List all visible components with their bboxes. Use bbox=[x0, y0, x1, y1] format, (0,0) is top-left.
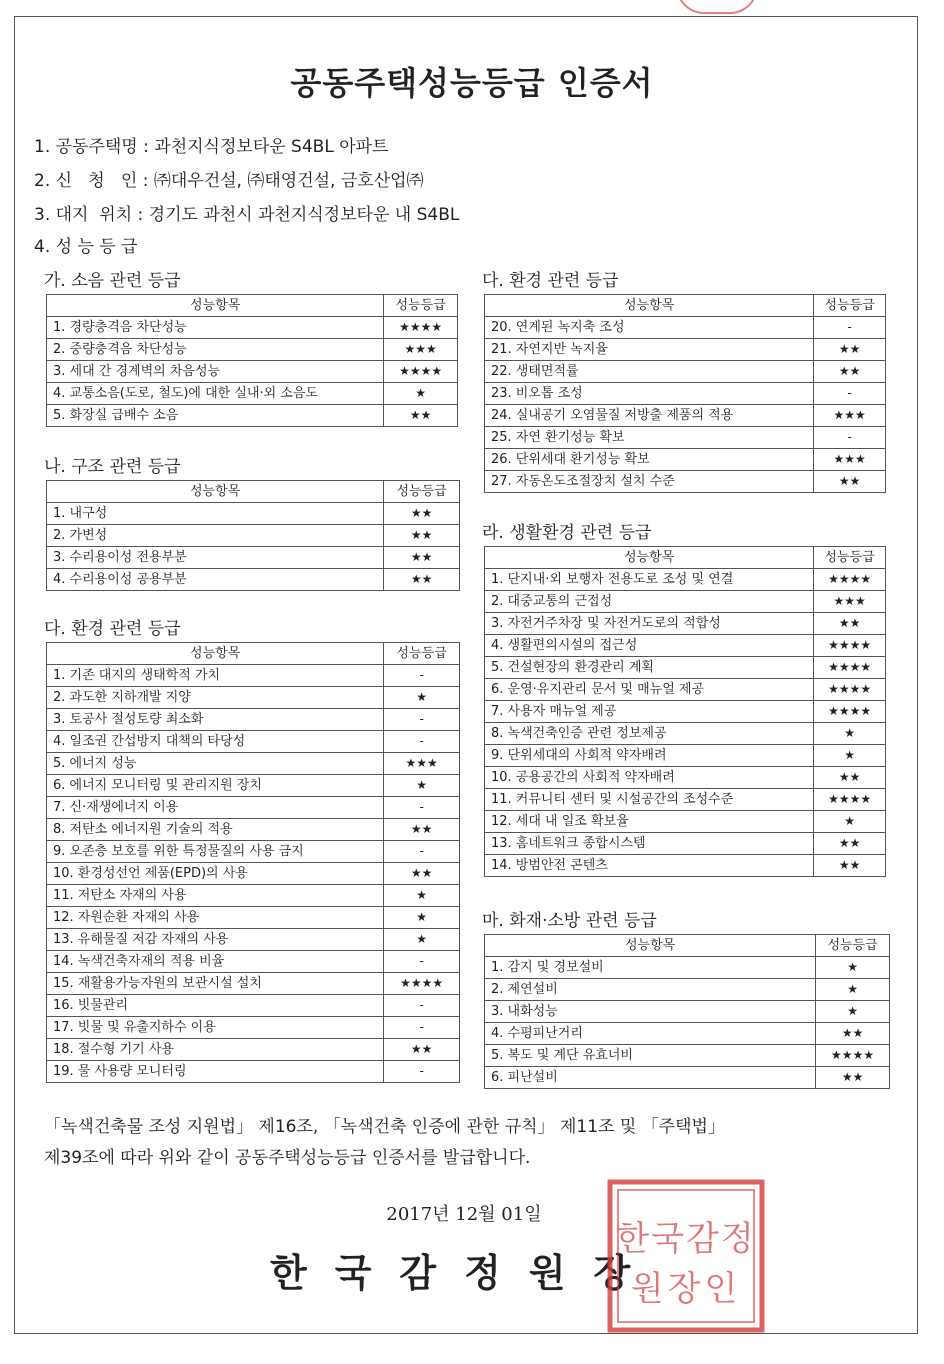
issue-date-text: 2017년 12월 01일 bbox=[386, 1204, 542, 1225]
item-cell: 2. 대중교통의 근접성 bbox=[485, 591, 814, 613]
item-cell: 20. 연계된 녹지축 조성 bbox=[485, 317, 814, 339]
issue-date bbox=[0, 1200, 944, 1226]
grade-cell: ★★★★ bbox=[814, 657, 886, 679]
grade-cell: ★★★ bbox=[384, 753, 460, 775]
table-row bbox=[47, 687, 460, 709]
section-title-noise: 가. 소음 관련 등급 bbox=[44, 271, 181, 291]
grade-cell: - bbox=[814, 383, 886, 405]
table-row bbox=[485, 1067, 890, 1089]
item-cell: 9. 오존층 보호를 위한 특정물질의 사용 금지 bbox=[47, 841, 384, 863]
table-row bbox=[47, 1061, 460, 1083]
item-cell: 21. 자연지반 녹지율 bbox=[485, 339, 814, 361]
table-row bbox=[47, 929, 460, 951]
item-cell: 26. 단위세대 환기성능 확보 bbox=[485, 449, 814, 471]
official-seal bbox=[604, 1176, 768, 1336]
grade-cell: ★★ bbox=[814, 855, 886, 877]
grade-cell: ★★ bbox=[814, 339, 886, 361]
grade-cell: - bbox=[384, 951, 460, 973]
header-item: 성능항목 bbox=[47, 295, 384, 317]
item-cell: 14. 녹색건축자재의 적용 비율 bbox=[47, 951, 384, 973]
table-row bbox=[485, 657, 886, 679]
item-cell: 24. 실내공기 오염물질 저방출 제품의 적용 bbox=[485, 405, 814, 427]
item-cell: 8. 저탄소 에너지원 기술의 적용 bbox=[47, 819, 384, 841]
table-row bbox=[47, 1039, 460, 1061]
table-row bbox=[47, 995, 460, 1017]
grade-cell: ★ bbox=[816, 979, 890, 1001]
grade-cell: - bbox=[384, 731, 460, 753]
table-env-2 bbox=[484, 294, 886, 493]
item-cell: 5. 에너지 성능 bbox=[47, 753, 384, 775]
table-row bbox=[485, 855, 886, 877]
table-row bbox=[485, 723, 886, 745]
table-row bbox=[485, 745, 886, 767]
grade-cell: ★ bbox=[384, 383, 458, 405]
info-label: 3. 대지 위치 : bbox=[34, 205, 149, 225]
item-cell: 1. 경량충격음 차단성능 bbox=[47, 317, 384, 339]
table-fire bbox=[484, 934, 890, 1089]
table-row bbox=[47, 525, 460, 547]
item-cell: 5. 복도 및 계단 유효너비 bbox=[485, 1045, 816, 1067]
grade-cell: - bbox=[384, 709, 460, 731]
grade-cell: ★★★ bbox=[814, 449, 886, 471]
grade-cell: ★★★ bbox=[814, 405, 886, 427]
item-cell: 11. 커뮤니티 센터 및 시설공간의 조성수준 bbox=[485, 789, 814, 811]
table-row bbox=[47, 709, 460, 731]
section-title-structure: 나. 구조 관련 등급 bbox=[44, 457, 181, 477]
item-cell: 1. 감지 및 경보설비 bbox=[485, 957, 816, 979]
grade-cell: ★★★★ bbox=[814, 635, 886, 657]
table-row bbox=[485, 613, 886, 635]
info-site bbox=[34, 200, 459, 225]
table-row bbox=[485, 317, 886, 339]
item-cell: 2. 중량충격음 차단성능 bbox=[47, 339, 384, 361]
grade-cell: - bbox=[384, 841, 460, 863]
table-row bbox=[47, 973, 460, 995]
table-row bbox=[485, 789, 886, 811]
grade-cell: ★ bbox=[816, 957, 890, 979]
grade-cell: - bbox=[384, 665, 460, 687]
issuer-name: 한국감정원장 bbox=[270, 1250, 659, 1295]
table-row bbox=[485, 427, 886, 449]
header-item: 성능항목 bbox=[485, 547, 814, 569]
certificate-title: 공동주택성능등급 인증서 bbox=[290, 64, 654, 102]
grade-cell: - bbox=[384, 1017, 460, 1039]
grade-cell: ★★ bbox=[816, 1023, 890, 1045]
item-cell: 2. 제연설비 bbox=[485, 979, 816, 1001]
table-row bbox=[485, 471, 886, 493]
table-header-row bbox=[485, 935, 890, 957]
section-title-env-2: 다. 환경 관련 등급 bbox=[482, 271, 619, 291]
item-cell: 11. 저탄소 자재의 사용 bbox=[47, 885, 384, 907]
grade-cell: - bbox=[384, 1061, 460, 1083]
grade-cell: ★ bbox=[816, 1001, 890, 1023]
item-cell: 7. 사용자 매뉴얼 제공 bbox=[485, 701, 814, 723]
item-cell: 6. 에너지 모니터링 및 관리지원 장치 bbox=[47, 775, 384, 797]
table-header-row bbox=[485, 547, 886, 569]
item-cell: 12. 세대 내 일조 확보율 bbox=[485, 811, 814, 833]
info-value: ㈜대우건설, ㈜태영건설, 금호산업㈜ bbox=[153, 171, 424, 191]
table-row bbox=[47, 547, 460, 569]
header-grade: 성능등급 bbox=[384, 481, 460, 503]
table-row bbox=[485, 811, 886, 833]
grade-cell: ★ bbox=[384, 885, 460, 907]
table-structure bbox=[46, 480, 460, 591]
grade-cell: ★★ bbox=[814, 471, 886, 493]
grade-cell: ★★ bbox=[814, 361, 886, 383]
grade-cell: ★★ bbox=[814, 767, 886, 789]
table-row bbox=[47, 339, 458, 361]
header-item: 성능항목 bbox=[47, 481, 384, 503]
grade-cell: ★ bbox=[814, 723, 886, 745]
table-row bbox=[485, 679, 886, 701]
grade-cell: - bbox=[384, 995, 460, 1017]
table-row bbox=[485, 1045, 890, 1067]
item-cell: 18. 절수형 기기 사용 bbox=[47, 1039, 384, 1061]
item-cell: 14. 방범안전 콘텐츠 bbox=[485, 855, 814, 877]
table-row bbox=[47, 383, 458, 405]
legal-statement bbox=[44, 1112, 904, 1174]
grade-cell: ★★★★ bbox=[384, 973, 460, 995]
table-row bbox=[47, 819, 460, 841]
table-row bbox=[485, 635, 886, 657]
item-cell: 19. 물 사용량 모니터링 bbox=[47, 1061, 384, 1083]
info-value: 경기도 과천시 과천지식정보타운 내 S4BL bbox=[148, 205, 460, 225]
grade-cell: ★ bbox=[384, 929, 460, 951]
item-cell: 3. 수리용이성 전용부분 bbox=[47, 547, 384, 569]
legal-statement-line-2: 제39조에 따라 위와 같이 공동주택성능등급 인증서를 발급합니다. bbox=[44, 1148, 531, 1168]
section-title-living: 라. 생활환경 관련 등급 bbox=[482, 523, 652, 543]
table-row bbox=[485, 957, 890, 979]
item-cell: 3. 자전거주차장 및 자전거도로의 적합성 bbox=[485, 613, 814, 635]
grade-cell: ★★★★ bbox=[384, 361, 458, 383]
item-cell: 6. 운영·유지관리 문서 및 매뉴얼 제공 bbox=[485, 679, 814, 701]
header-grade: 성능등급 bbox=[816, 935, 890, 957]
table-row bbox=[47, 841, 460, 863]
table-row bbox=[485, 979, 890, 1001]
item-cell: 6. 피난설비 bbox=[485, 1067, 816, 1089]
item-cell: 3. 세대 간 경계벽의 차음성능 bbox=[47, 361, 384, 383]
grade-cell: ★ bbox=[814, 745, 886, 767]
grade-cell: ★★ bbox=[814, 613, 886, 635]
grade-cell: ★★★★ bbox=[814, 701, 886, 723]
table-header-row bbox=[47, 295, 458, 317]
item-cell: 22. 생태면적률 bbox=[485, 361, 814, 383]
section-title-env-1: 다. 환경 관련 등급 bbox=[44, 619, 181, 639]
table-row bbox=[47, 753, 460, 775]
table-row bbox=[485, 569, 886, 591]
legal-statement-line-1: 「녹색건축물 조성 지원법」 제16조, 「녹색건축 인증에 관한 규칙」 제11조 및 「주택법」 bbox=[44, 1117, 725, 1137]
grade-cell: ★★ bbox=[384, 503, 460, 525]
svg-text:원장인: 원장인 bbox=[630, 1269, 742, 1309]
grade-cell: ★★ bbox=[814, 833, 886, 855]
table-row bbox=[485, 767, 886, 789]
table-row bbox=[485, 591, 886, 613]
svg-text:한국감정: 한국감정 bbox=[616, 1219, 756, 1259]
table-row bbox=[47, 1017, 460, 1039]
grade-cell: ★★ bbox=[384, 819, 460, 841]
item-cell: 13. 홈네트워크 종합시스템 bbox=[485, 833, 814, 855]
info-grade-heading: 4. 성 능 등 급 bbox=[34, 237, 138, 257]
grade-cell: ★★ bbox=[816, 1067, 890, 1089]
item-cell: 5. 화장실 급배수 소음 bbox=[47, 405, 384, 427]
item-cell: 3. 토공사 절성토량 최소화 bbox=[47, 709, 384, 731]
table-row bbox=[485, 1023, 890, 1045]
item-cell: 1. 내구성 bbox=[47, 503, 384, 525]
item-cell: 1. 단지내·외 보행자 전용도로 조성 및 연결 bbox=[485, 569, 814, 591]
table-row bbox=[47, 907, 460, 929]
grade-cell: - bbox=[384, 797, 460, 819]
item-cell: 16. 빗물관리 bbox=[47, 995, 384, 1017]
item-cell: 9. 단위세대의 사회적 약자배려 bbox=[485, 745, 814, 767]
table-row bbox=[47, 317, 458, 339]
grade-cell: ★★★ bbox=[814, 591, 886, 613]
table-row bbox=[485, 361, 886, 383]
table-row bbox=[47, 503, 460, 525]
grade-cell: ★★★★ bbox=[814, 569, 886, 591]
item-cell: 12. 자원순환 자재의 사용 bbox=[47, 907, 384, 929]
item-cell: 5. 건설현장의 환경관리 계획 bbox=[485, 657, 814, 679]
item-cell: 4. 일조권 간섭방지 대책의 타당성 bbox=[47, 731, 384, 753]
grade-cell: ★★★★ bbox=[814, 679, 886, 701]
item-cell: 2. 과도한 지하개발 지양 bbox=[47, 687, 384, 709]
table-row bbox=[485, 383, 886, 405]
item-cell: 4. 교통소음(도로, 철도)에 대한 실내·외 소음도 bbox=[47, 383, 384, 405]
grade-cell: ★★ bbox=[384, 569, 460, 591]
table-living bbox=[484, 546, 886, 877]
header-item: 성능항목 bbox=[485, 295, 814, 317]
grade-cell: ★★★★ bbox=[384, 317, 458, 339]
table-row bbox=[47, 951, 460, 973]
item-cell: 8. 녹색건축인증 관련 정보제공 bbox=[485, 723, 814, 745]
grade-cell: ★★★ bbox=[384, 339, 458, 361]
header-grade: 성능등급 bbox=[384, 295, 458, 317]
item-cell: 4. 수평피난거리 bbox=[485, 1023, 816, 1045]
table-row bbox=[47, 361, 458, 383]
table-env-1 bbox=[46, 642, 460, 1083]
grade-cell: ★ bbox=[384, 775, 460, 797]
table-row bbox=[47, 885, 460, 907]
table-row bbox=[47, 569, 460, 591]
info-label: 2. 신 청 인 : bbox=[34, 171, 154, 191]
item-cell: 3. 내화성능 bbox=[485, 1001, 816, 1023]
item-cell: 1. 기존 대지의 생태학적 가치 bbox=[47, 665, 384, 687]
grade-cell: ★★ bbox=[384, 1039, 460, 1061]
grade-cell: ★★ bbox=[384, 863, 460, 885]
table-noise bbox=[46, 294, 458, 427]
section-title-fire: 마. 화재·소방 관련 등급 bbox=[482, 911, 657, 931]
item-cell: 4. 수리용이성 공용부분 bbox=[47, 569, 384, 591]
table-row bbox=[485, 833, 886, 855]
grade-cell: ★ bbox=[814, 811, 886, 833]
grade-cell: ★ bbox=[384, 907, 460, 929]
item-cell: 27. 자동온도조절장치 설치 수준 bbox=[485, 471, 814, 493]
item-cell: 2. 가변성 bbox=[47, 525, 384, 547]
table-header-row bbox=[47, 643, 460, 665]
header-item: 성능항목 bbox=[47, 643, 384, 665]
grade-cell: ★★ bbox=[384, 525, 460, 547]
item-cell: 23. 비오톱 조성 bbox=[485, 383, 814, 405]
header-grade: 성능등급 bbox=[384, 643, 460, 665]
table-row bbox=[485, 701, 886, 723]
header-grade: 성능등급 bbox=[814, 295, 886, 317]
table-row bbox=[47, 863, 460, 885]
table-header-row bbox=[47, 481, 460, 503]
info-applicant bbox=[34, 166, 424, 191]
item-cell: 4. 생활편의시설의 접근성 bbox=[485, 635, 814, 657]
grade-cell: ★★★★ bbox=[814, 789, 886, 811]
table-row bbox=[485, 339, 886, 361]
item-cell: 25. 자연 환기성능 확보 bbox=[485, 427, 814, 449]
info-value: 과천지식정보타운 S4BL 아파트 bbox=[154, 137, 389, 157]
header-item: 성능항목 bbox=[485, 935, 816, 957]
table-row bbox=[485, 449, 886, 471]
table-row bbox=[47, 731, 460, 753]
table-row bbox=[47, 665, 460, 687]
info-label: 1. 공동주택명 : bbox=[34, 137, 155, 157]
table-row bbox=[485, 405, 886, 427]
item-cell: 13. 유해물질 저감 자재의 사용 bbox=[47, 929, 384, 951]
table-row bbox=[47, 405, 458, 427]
grade-cell: ★ bbox=[384, 687, 460, 709]
top-stamp-fragment bbox=[676, 0, 758, 14]
grade-cell: ★★★★ bbox=[816, 1045, 890, 1067]
grade-cell: - bbox=[814, 427, 886, 449]
header-grade: 성능등급 bbox=[814, 547, 886, 569]
item-cell: 17. 빗물 및 유출지하수 이용 bbox=[47, 1017, 384, 1039]
grade-cell: ★★ bbox=[384, 547, 460, 569]
item-cell: 10. 환경성선언 제품(EPD)의 사용 bbox=[47, 863, 384, 885]
table-row bbox=[47, 775, 460, 797]
info-complex-name bbox=[34, 132, 388, 157]
grade-cell: - bbox=[814, 317, 886, 339]
item-cell: 15. 재활용가능자원의 보관시설 설치 bbox=[47, 973, 384, 995]
table-header-row bbox=[485, 295, 886, 317]
table-row bbox=[47, 797, 460, 819]
table-row bbox=[485, 1001, 890, 1023]
item-cell: 7. 신·재생에너지 이용 bbox=[47, 797, 384, 819]
grade-cell: ★★ bbox=[384, 405, 458, 427]
item-cell: 10. 공용공간의 사회적 약자배려 bbox=[485, 767, 814, 789]
